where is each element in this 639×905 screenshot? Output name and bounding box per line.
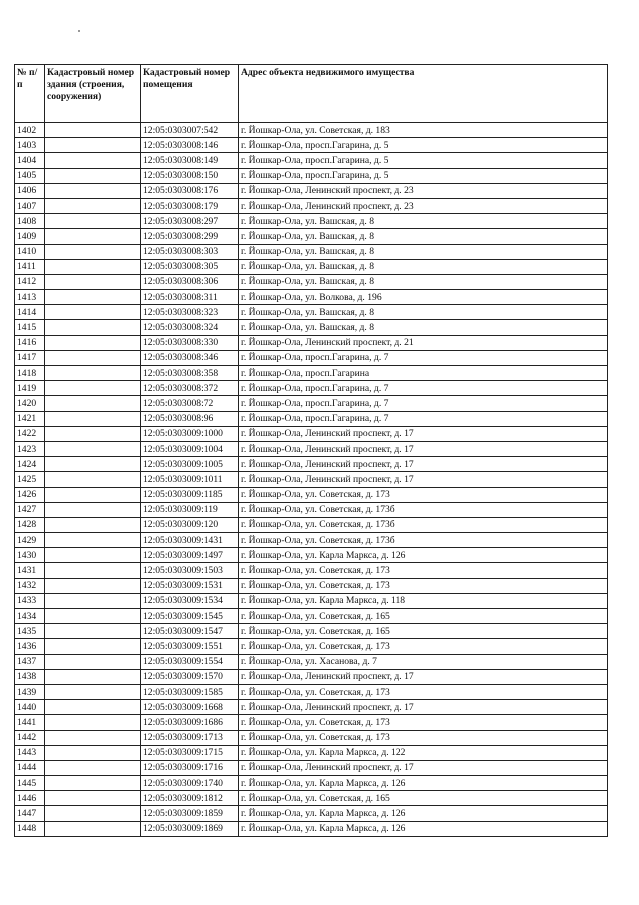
row-number: 1442 xyxy=(15,730,45,745)
row-number: 1429 xyxy=(15,533,45,548)
building-cadastral-number xyxy=(45,381,141,396)
premises-cadastral-number: 12:05:0303009:1000 xyxy=(141,426,239,441)
row-number: 1446 xyxy=(15,791,45,806)
premises-cadastral-number: 12:05:0303007:542 xyxy=(141,123,239,138)
premises-cadastral-number: 12:05:0303008:297 xyxy=(141,214,239,229)
property-address: г. Йошкар-Ола, ул. Карла Маркса, д. 126 xyxy=(239,776,608,791)
premises-cadastral-number: 12:05:0303008:96 xyxy=(141,411,239,426)
building-cadastral-number xyxy=(45,654,141,669)
table-row xyxy=(15,578,608,593)
premises-cadastral-number: 12:05:0303009:1431 xyxy=(141,533,239,548)
building-cadastral-number xyxy=(45,548,141,563)
property-address: г. Йошкар-Ола, ул. Советская, д. 173 xyxy=(239,639,608,654)
table-row xyxy=(15,457,608,472)
row-number: 1430 xyxy=(15,548,45,563)
premises-cadastral-number: 12:05:0303008:150 xyxy=(141,168,239,183)
table-header-row xyxy=(15,65,608,123)
premises-cadastral-number: 12:05:0303009:1004 xyxy=(141,441,239,456)
premises-cadastral-number: 12:05:0303009:1859 xyxy=(141,806,239,821)
building-cadastral-number xyxy=(45,411,141,426)
premises-cadastral-number: 12:05:0303009:1869 xyxy=(141,821,239,836)
property-address: г. Йошкар-Ола, просп.Гагарина, д. 5 xyxy=(239,138,608,153)
premises-cadastral-number: 12:05:0303009:1668 xyxy=(141,700,239,715)
property-address: г. Йошкар-Ола, ул. Вашская, д. 8 xyxy=(239,305,608,320)
row-number: 1408 xyxy=(15,214,45,229)
property-address: г. Йошкар-Ола, ул. Советская, д. 173 xyxy=(239,730,608,745)
table-row xyxy=(15,229,608,244)
premises-cadastral-number: 12:05:0303009:1545 xyxy=(141,609,239,624)
premises-cadastral-number: 12:05:0303008:358 xyxy=(141,366,239,381)
property-address: г. Йошкар-Ола, ул. Советская, д. 173 xyxy=(239,684,608,699)
row-number: 1434 xyxy=(15,609,45,624)
building-cadastral-number xyxy=(45,320,141,335)
property-address: г. Йошкар-Ола, ул. Советская, д. 173 xyxy=(239,715,608,730)
premises-cadastral-number: 12:05:0303009:1534 xyxy=(141,593,239,608)
property-address: г. Йошкар-Ола, Ленинский проспект, д. 17 xyxy=(239,441,608,456)
row-number: 1405 xyxy=(15,168,45,183)
property-address: г. Йошкар-Ола, ул. Советская, д. 165 xyxy=(239,624,608,639)
table-row xyxy=(15,624,608,639)
table-row xyxy=(15,684,608,699)
row-number: 1437 xyxy=(15,654,45,669)
row-number: 1435 xyxy=(15,624,45,639)
building-cadastral-number xyxy=(45,183,141,198)
building-cadastral-number xyxy=(45,350,141,365)
property-address: г. Йошкар-Ола, ул. Советская, д. 173б xyxy=(239,533,608,548)
header-address: Адрес объекта недвижимого имущества xyxy=(239,65,608,123)
table-row xyxy=(15,609,608,624)
premises-cadastral-number: 12:05:0303009:1547 xyxy=(141,624,239,639)
table-row xyxy=(15,274,608,289)
table-row xyxy=(15,320,608,335)
table-row xyxy=(15,350,608,365)
table-row xyxy=(15,290,608,305)
row-number: 1421 xyxy=(15,411,45,426)
table-row xyxy=(15,244,608,259)
row-number: 1438 xyxy=(15,669,45,684)
building-cadastral-number xyxy=(45,259,141,274)
premises-cadastral-number: 12:05:0303009:1740 xyxy=(141,776,239,791)
building-cadastral-number xyxy=(45,517,141,532)
building-cadastral-number xyxy=(45,684,141,699)
table-row xyxy=(15,366,608,381)
building-cadastral-number xyxy=(45,487,141,502)
property-register-table xyxy=(14,64,608,837)
row-number: 1426 xyxy=(15,487,45,502)
building-cadastral-number xyxy=(45,700,141,715)
table-row xyxy=(15,700,608,715)
premises-cadastral-number: 12:05:0303009:1713 xyxy=(141,730,239,745)
row-number: 1407 xyxy=(15,198,45,213)
row-number: 1415 xyxy=(15,320,45,335)
premises-cadastral-number: 12:05:0303009:1715 xyxy=(141,745,239,760)
premises-cadastral-number: 12:05:0303008:299 xyxy=(141,229,239,244)
row-number: 1443 xyxy=(15,745,45,760)
property-address: г. Йошкар-Ола, ул. Советская, д. 173 xyxy=(239,487,608,502)
table-row xyxy=(15,305,608,320)
building-cadastral-number xyxy=(45,138,141,153)
building-cadastral-number xyxy=(45,745,141,760)
table-row xyxy=(15,806,608,821)
building-cadastral-number xyxy=(45,821,141,836)
building-cadastral-number xyxy=(45,335,141,350)
premises-cadastral-number: 12:05:0303009:119 xyxy=(141,502,239,517)
table-row xyxy=(15,791,608,806)
table-row xyxy=(15,153,608,168)
row-number: 1412 xyxy=(15,274,45,289)
table-row xyxy=(15,441,608,456)
premises-cadastral-number: 12:05:0303009:1585 xyxy=(141,684,239,699)
table-row xyxy=(15,426,608,441)
premises-cadastral-number: 12:05:0303008:72 xyxy=(141,396,239,411)
row-number: 1406 xyxy=(15,183,45,198)
table-row xyxy=(15,335,608,350)
premises-cadastral-number: 12:05:0303009:1686 xyxy=(141,715,239,730)
property-address: г. Йошкар-Ола, ул. Карла Маркса, д. 126 xyxy=(239,548,608,563)
property-address: г. Йошкар-Ола, ул. Советская, д. 165 xyxy=(239,609,608,624)
property-address: г. Йошкар-Ола, просп.Гагарина, д. 7 xyxy=(239,381,608,396)
table-row xyxy=(15,654,608,669)
property-address: г. Йошкар-Ола, Ленинский проспект, д. 23 xyxy=(239,198,608,213)
premises-cadastral-number: 12:05:0303009:1497 xyxy=(141,548,239,563)
building-cadastral-number xyxy=(45,198,141,213)
property-address: г. Йошкар-Ола, Ленинский проспект, д. 21 xyxy=(239,335,608,350)
table-row xyxy=(15,730,608,745)
building-cadastral-number xyxy=(45,502,141,517)
table-row xyxy=(15,198,608,213)
building-cadastral-number xyxy=(45,426,141,441)
row-number: 1422 xyxy=(15,426,45,441)
row-number: 1410 xyxy=(15,244,45,259)
table-row xyxy=(15,381,608,396)
property-address: г. Йошкар-Ола, просп.Гагарина, д. 7 xyxy=(239,411,608,426)
row-number: 1416 xyxy=(15,335,45,350)
property-address: г. Йошкар-Ола, ул. Вашская, д. 8 xyxy=(239,244,608,259)
table-row xyxy=(15,411,608,426)
header-building-cadastral: Кадастровый номер здания (строения, сооружения) xyxy=(45,65,141,123)
table-row xyxy=(15,639,608,654)
property-address: г. Йошкар-Ола, Ленинский проспект, д. 17 xyxy=(239,700,608,715)
row-number: 1436 xyxy=(15,639,45,654)
building-cadastral-number xyxy=(45,366,141,381)
property-address: г. Йошкар-Ола, Ленинский проспект, д. 17 xyxy=(239,669,608,684)
premises-cadastral-number: 12:05:0303009:1554 xyxy=(141,654,239,669)
row-number: 1433 xyxy=(15,593,45,608)
property-address: г. Йошкар-Ола, ул. Вашская, д. 8 xyxy=(239,259,608,274)
property-address: г. Йошкар-Ола, просп.Гагарина, д. 5 xyxy=(239,153,608,168)
row-number: 1402 xyxy=(15,123,45,138)
property-address: г. Йошкар-Ола, ул. Советская, д. 173б xyxy=(239,517,608,532)
premises-cadastral-number: 12:05:0303008:372 xyxy=(141,381,239,396)
premises-cadastral-number: 12:05:0303008:346 xyxy=(141,350,239,365)
property-address: г. Йошкар-Ола, ул. Советская, д. 173 xyxy=(239,578,608,593)
building-cadastral-number xyxy=(45,593,141,608)
building-cadastral-number xyxy=(45,624,141,639)
property-address: г. Йошкар-Ола, Ленинский проспект, д. 17 xyxy=(239,457,608,472)
premises-cadastral-number: 12:05:0303008:330 xyxy=(141,335,239,350)
premises-cadastral-number: 12:05:0303009:1716 xyxy=(141,760,239,775)
row-number: 1439 xyxy=(15,684,45,699)
table-row xyxy=(15,472,608,487)
table-body xyxy=(15,123,608,837)
table-row xyxy=(15,123,608,138)
row-number: 1425 xyxy=(15,472,45,487)
header-num: № п/п xyxy=(15,65,45,123)
table-row xyxy=(15,593,608,608)
table-row xyxy=(15,715,608,730)
scan-speck xyxy=(78,30,80,32)
table-row xyxy=(15,745,608,760)
table-row xyxy=(15,396,608,411)
property-address: г. Йошкар-Ола, просп.Гагарина xyxy=(239,366,608,381)
property-address: г. Йошкар-Ола, ул. Вашская, д. 8 xyxy=(239,274,608,289)
building-cadastral-number xyxy=(45,533,141,548)
building-cadastral-number xyxy=(45,715,141,730)
row-number: 1431 xyxy=(15,563,45,578)
table-row xyxy=(15,821,608,836)
premises-cadastral-number: 12:05:0303009:1812 xyxy=(141,791,239,806)
table-row xyxy=(15,563,608,578)
building-cadastral-number xyxy=(45,669,141,684)
building-cadastral-number xyxy=(45,441,141,456)
premises-cadastral-number: 12:05:0303008:305 xyxy=(141,259,239,274)
table-row xyxy=(15,776,608,791)
property-address: г. Йошкар-Ола, Ленинский проспект, д. 17 xyxy=(239,760,608,775)
premises-cadastral-number: 12:05:0303008:324 xyxy=(141,320,239,335)
building-cadastral-number xyxy=(45,123,141,138)
property-address: г. Йошкар-Ола, ул. Карла Маркса, д. 126 xyxy=(239,806,608,821)
premises-cadastral-number: 12:05:0303008:176 xyxy=(141,183,239,198)
building-cadastral-number xyxy=(45,214,141,229)
table-row xyxy=(15,517,608,532)
property-address: г. Йошкар-Ола, ул. Карла Маркса, д. 118 xyxy=(239,593,608,608)
building-cadastral-number xyxy=(45,776,141,791)
row-number: 1424 xyxy=(15,457,45,472)
row-number: 1441 xyxy=(15,715,45,730)
property-address: г. Йошкар-Ола, ул. Советская, д. 183 xyxy=(239,123,608,138)
table-row xyxy=(15,259,608,274)
row-number: 1432 xyxy=(15,578,45,593)
building-cadastral-number xyxy=(45,396,141,411)
premises-cadastral-number: 12:05:0303008:311 xyxy=(141,290,239,305)
property-address: г. Йошкар-Ола, ул. Советская, д. 165 xyxy=(239,791,608,806)
table-row xyxy=(15,138,608,153)
premises-cadastral-number: 12:05:0303009:1005 xyxy=(141,457,239,472)
property-address: г. Йошкар-Ола, просп.Гагарина, д. 7 xyxy=(239,396,608,411)
row-number: 1419 xyxy=(15,381,45,396)
property-address: г. Йошкар-Ола, просп.Гагарина, д. 5 xyxy=(239,168,608,183)
row-number: 1447 xyxy=(15,806,45,821)
building-cadastral-number xyxy=(45,244,141,259)
premises-cadastral-number: 12:05:0303009:1551 xyxy=(141,639,239,654)
row-number: 1420 xyxy=(15,396,45,411)
property-address: г. Йошкар-Ола, Ленинский проспект, д. 17 xyxy=(239,426,608,441)
building-cadastral-number xyxy=(45,806,141,821)
table-row xyxy=(15,183,608,198)
building-cadastral-number xyxy=(45,609,141,624)
property-address: г. Йошкар-Ола, ул. Карла Маркса, д. 126 xyxy=(239,821,608,836)
table-row xyxy=(15,502,608,517)
row-number: 1414 xyxy=(15,305,45,320)
property-address: г. Йошкар-Ола, ул. Вашская, д. 8 xyxy=(239,214,608,229)
property-address: г. Йошкар-Ола, Ленинский проспект, д. 17 xyxy=(239,472,608,487)
premises-cadastral-number: 12:05:0303009:1185 xyxy=(141,487,239,502)
table-row xyxy=(15,214,608,229)
table-row xyxy=(15,533,608,548)
premises-cadastral-number: 12:05:0303008:323 xyxy=(141,305,239,320)
table-row xyxy=(15,487,608,502)
premises-cadastral-number: 12:05:0303008:146 xyxy=(141,138,239,153)
row-number: 1448 xyxy=(15,821,45,836)
property-address: г. Йошкар-Ола, ул. Вашская, д. 8 xyxy=(239,320,608,335)
premises-cadastral-number: 12:05:0303009:1011 xyxy=(141,472,239,487)
row-number: 1411 xyxy=(15,259,45,274)
premises-cadastral-number: 12:05:0303008:179 xyxy=(141,198,239,213)
premises-cadastral-number: 12:05:0303009:1531 xyxy=(141,578,239,593)
building-cadastral-number xyxy=(45,290,141,305)
building-cadastral-number xyxy=(45,563,141,578)
building-cadastral-number xyxy=(45,760,141,775)
property-address: г. Йошкар-Ола, ул. Советская, д. 173б xyxy=(239,502,608,517)
table-row xyxy=(15,760,608,775)
premises-cadastral-number: 12:05:0303009:120 xyxy=(141,517,239,532)
row-number: 1413 xyxy=(15,290,45,305)
building-cadastral-number xyxy=(45,639,141,654)
building-cadastral-number xyxy=(45,730,141,745)
property-address: г. Йошкар-Ола, просп.Гагарина, д. 7 xyxy=(239,350,608,365)
building-cadastral-number xyxy=(45,578,141,593)
building-cadastral-number xyxy=(45,305,141,320)
row-number: 1427 xyxy=(15,502,45,517)
table-row xyxy=(15,669,608,684)
building-cadastral-number xyxy=(45,168,141,183)
building-cadastral-number xyxy=(45,472,141,487)
table-row xyxy=(15,548,608,563)
row-number: 1445 xyxy=(15,776,45,791)
property-address: г. Йошкар-Ола, ул. Карла Маркса, д. 122 xyxy=(239,745,608,760)
building-cadastral-number xyxy=(45,274,141,289)
premises-cadastral-number: 12:05:0303009:1503 xyxy=(141,563,239,578)
row-number: 1440 xyxy=(15,700,45,715)
row-number: 1417 xyxy=(15,350,45,365)
premises-cadastral-number: 12:05:0303008:303 xyxy=(141,244,239,259)
property-address: г. Йошкар-Ола, ул. Советская, д. 173 xyxy=(239,563,608,578)
property-address: г. Йошкар-Ола, ул. Волкова, д. 196 xyxy=(239,290,608,305)
row-number: 1404 xyxy=(15,153,45,168)
row-number: 1403 xyxy=(15,138,45,153)
row-number: 1418 xyxy=(15,366,45,381)
premises-cadastral-number: 12:05:0303009:1570 xyxy=(141,669,239,684)
building-cadastral-number xyxy=(45,791,141,806)
table-row xyxy=(15,168,608,183)
building-cadastral-number xyxy=(45,153,141,168)
premises-cadastral-number: 12:05:0303008:149 xyxy=(141,153,239,168)
property-address: г. Йошкар-Ола, Ленинский проспект, д. 23 xyxy=(239,183,608,198)
building-cadastral-number xyxy=(45,457,141,472)
premises-cadastral-number: 12:05:0303008:306 xyxy=(141,274,239,289)
header-premises-cadastral: Кадастровый номер помещения xyxy=(141,65,239,123)
row-number: 1423 xyxy=(15,441,45,456)
row-number: 1409 xyxy=(15,229,45,244)
property-address: г. Йошкар-Ола, ул. Хасанова, д. 7 xyxy=(239,654,608,669)
row-number: 1428 xyxy=(15,517,45,532)
row-number: 1444 xyxy=(15,760,45,775)
building-cadastral-number xyxy=(45,229,141,244)
property-address: г. Йошкар-Ола, ул. Вашская, д. 8 xyxy=(239,229,608,244)
